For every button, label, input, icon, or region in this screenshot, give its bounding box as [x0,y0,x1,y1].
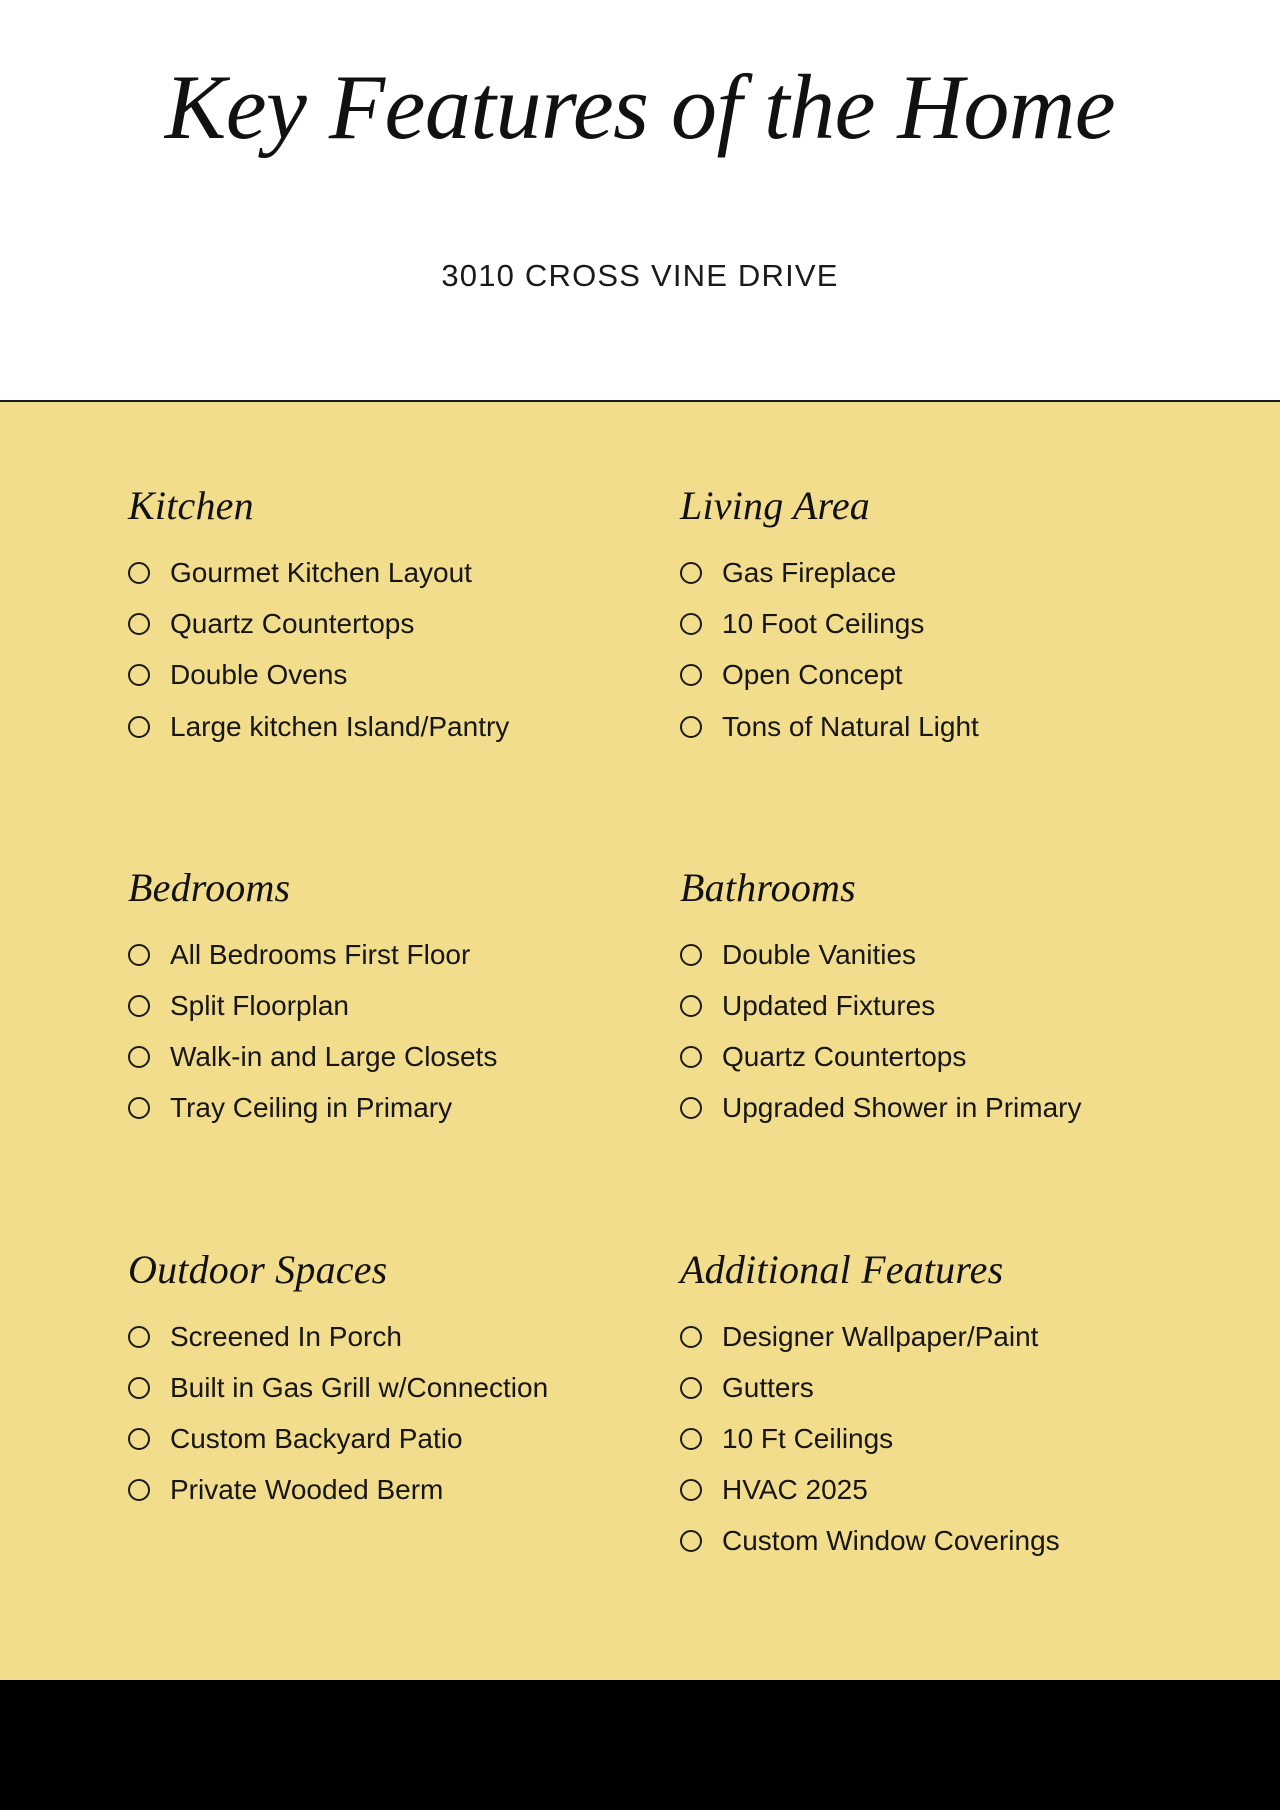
feature-group-outdoor-spaces [128,1246,680,1577]
page-title: Key Features of the Home [164,56,1116,158]
features-panel [0,402,1280,1680]
list-item[interactable] [680,1423,1158,1455]
features-grid [128,482,1158,1576]
list-item-label: Open Concept [722,659,903,691]
checkbox-icon[interactable] [680,1326,702,1348]
page-header [0,0,1280,402]
list-item-label: Designer Wallpaper/Paint [722,1320,1039,1352]
checkbox-icon[interactable] [680,613,702,635]
checkbox-icon[interactable] [128,716,150,738]
checkbox-icon[interactable] [128,1479,150,1501]
list-item-label: HVAC 2025 [722,1474,868,1506]
feature-group-additional-features [680,1246,1158,1577]
list-item[interactable] [128,608,680,640]
list-item-label: 10 Foot Ceilings [722,608,925,640]
list-item-label: Gourmet Kitchen Layout [170,557,472,588]
feature-list [680,557,1158,743]
list-item-label: Walk-in and Large Closets [170,1041,498,1073]
list-item[interactable] [128,1372,680,1404]
list-item[interactable] [680,1525,1158,1557]
checkbox-icon[interactable] [128,995,150,1017]
group-title: Bathrooms [680,864,856,910]
group-title: Living Area [680,483,870,528]
feature-group-living-area [680,482,1158,762]
list-item-label: Split Floorplan [170,989,349,1021]
checkbox-icon[interactable] [128,664,150,686]
list-item-label: Large kitchen Island/Pantry [170,710,510,742]
checkbox-icon[interactable] [680,1097,702,1119]
list-item[interactable] [680,1321,1158,1353]
list-item-label: All Bedrooms First Floor [170,938,471,970]
checkbox-icon[interactable] [128,1097,150,1119]
checkbox-icon[interactable] [128,1377,150,1399]
checkbox-icon[interactable] [128,613,150,635]
group-title: Additional Features [680,1246,1004,1292]
list-item[interactable] [128,990,680,1022]
list-item[interactable] [128,1321,680,1353]
group-title: Bedrooms [128,864,291,910]
group-title: Kitchen [128,483,254,528]
list-item[interactable] [680,1372,1158,1404]
list-item-label: Double Vanities [722,938,917,970]
checkbox-icon[interactable] [128,1428,150,1450]
list-item-label: Gas Fireplace [722,557,897,588]
checkbox-icon[interactable] [680,1530,702,1552]
feature-group-bedrooms [128,864,680,1144]
checkbox-icon[interactable] [128,1046,150,1068]
list-item[interactable] [680,1041,1158,1073]
list-item[interactable] [680,990,1158,1022]
property-address: 3010 CROSS VINE DRIVE [441,258,839,293]
list-item[interactable] [128,1041,680,1073]
list-item[interactable] [128,1423,680,1455]
feature-list [128,557,680,743]
checkbox-icon[interactable] [680,1428,702,1450]
checkbox-icon[interactable] [128,562,150,584]
feature-group-bathrooms [680,864,1158,1144]
list-item-label: Gutters [722,1371,814,1403]
list-item[interactable] [128,557,680,589]
list-item-label: Tray Ceiling in Primary [170,1092,453,1124]
list-item-label: Tons of Natural Light [722,710,979,742]
checkbox-icon[interactable] [680,1046,702,1068]
feature-list [680,939,1158,1125]
list-item-label: Quartz Countertops [170,608,415,640]
list-item[interactable] [680,939,1158,971]
list-item-label: Custom Window Coverings [722,1525,1060,1557]
list-item[interactable] [680,557,1158,589]
checkbox-icon[interactable] [680,664,702,686]
group-title: Outdoor Spaces [128,1246,388,1292]
list-item-label: Custom Backyard Patio [170,1422,463,1454]
list-item[interactable] [128,711,680,743]
checkbox-icon[interactable] [680,944,702,966]
feature-group-kitchen [128,482,680,762]
checkbox-icon[interactable] [128,944,150,966]
checkbox-icon[interactable] [680,716,702,738]
list-item[interactable] [128,1092,680,1124]
list-item[interactable] [680,608,1158,640]
list-item-label: Private Wooded Berm [170,1474,444,1506]
list-item-label: Updated Fixtures [722,989,936,1021]
list-item-label: Double Ovens [170,659,348,691]
list-item-label: 10 Ft Ceilings [722,1422,894,1454]
list-item[interactable] [680,1092,1158,1124]
list-item-label: Quartz Countertops [722,1041,967,1073]
checkbox-icon[interactable] [128,1326,150,1348]
list-item-label: Upgraded Shower in Primary [722,1092,1082,1124]
feature-list [128,939,680,1125]
list-item[interactable] [128,1474,680,1506]
list-item[interactable] [128,939,680,971]
checkbox-icon[interactable] [680,1377,702,1399]
checkbox-icon[interactable] [680,1479,702,1501]
feature-list [680,1321,1158,1558]
checkbox-icon[interactable] [680,995,702,1017]
footer-bar [0,1680,1280,1810]
list-item-label: Built in Gas Grill w/Connection [170,1371,549,1403]
feature-list [128,1321,680,1507]
list-item[interactable] [680,711,1158,743]
list-item[interactable] [680,1474,1158,1506]
list-item[interactable] [680,659,1158,691]
list-item-label: Screened In Porch [170,1320,402,1352]
list-item[interactable] [128,659,680,691]
checkbox-icon[interactable] [680,562,702,584]
